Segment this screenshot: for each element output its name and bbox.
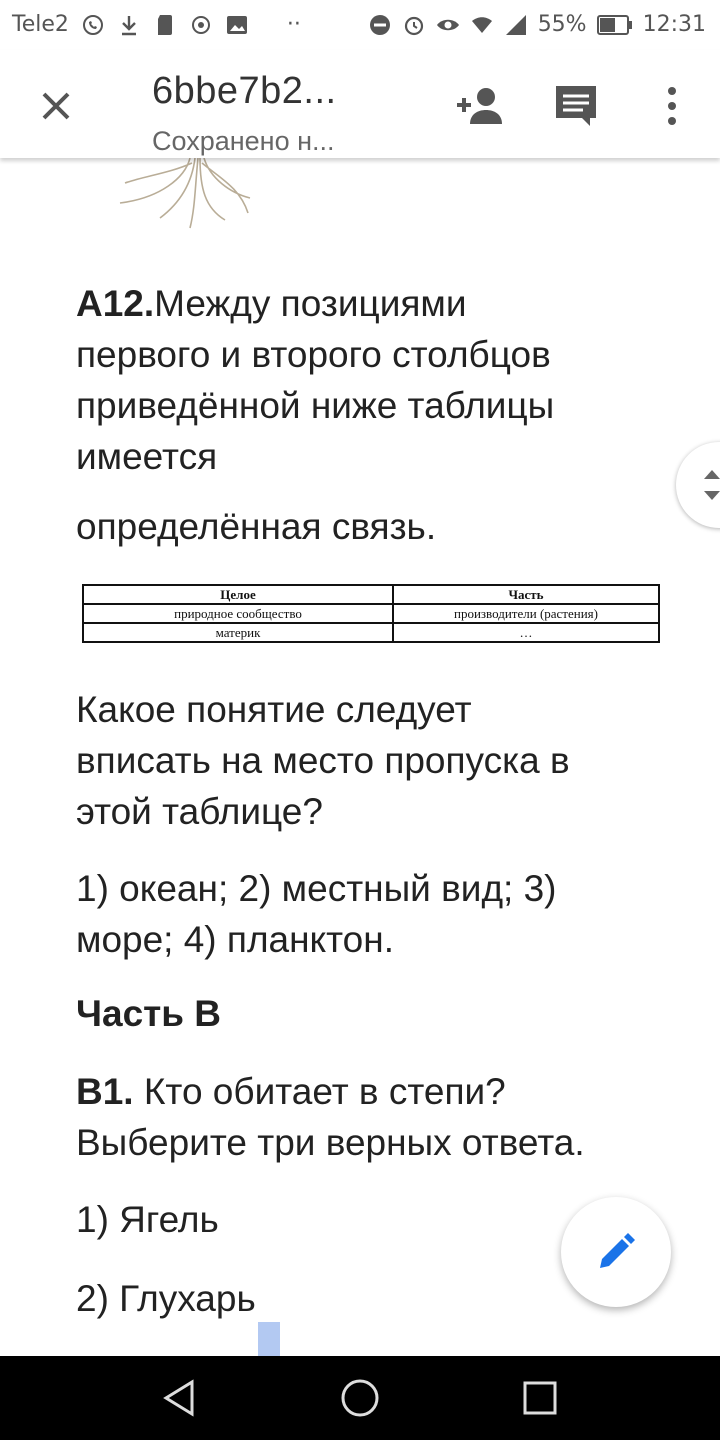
answer-options-line-1: 1) океан; 2) местный вид; 3) <box>76 868 557 909</box>
answer-options <box>76 863 666 965</box>
carrier-label: Tele2 <box>12 12 69 37</box>
whatsapp-icon <box>81 13 105 37</box>
answer-options-line-2: море; 4) планктон. <box>76 919 394 960</box>
question-a12-line-2: первого и второго столбцов <box>76 334 551 375</box>
wifi-icon <box>470 13 494 37</box>
document-title: 6bbe7b2... <box>152 70 337 112</box>
comment-icon <box>554 84 598 128</box>
question-a12-line-5: определённая связь. <box>76 506 437 547</box>
status-bar <box>0 0 720 50</box>
image-icon <box>225 13 249 37</box>
table-cell: … <box>393 623 659 642</box>
plant-roots-image <box>100 158 310 238</box>
edit-fab-button[interactable] <box>561 1197 671 1307</box>
question-b1-label: В1. <box>76 1071 134 1112</box>
question-prompt <box>76 684 666 837</box>
close-icon <box>30 80 82 132</box>
question-prompt-line-2: вписать на место пропуска в <box>76 740 570 781</box>
system-nav-bar <box>0 1356 720 1440</box>
home-circle-icon <box>336 1374 384 1422</box>
status-left <box>12 12 301 37</box>
answer-item: 2) Глухарь <box>76 1278 256 1319</box>
scroll-arrows-icon <box>698 442 720 528</box>
recents-button[interactable] <box>516 1374 564 1422</box>
part-b-heading: Часть В <box>76 993 222 1034</box>
battery-icon <box>597 15 633 35</box>
signal-icon <box>504 13 528 37</box>
question-prompt-line-1: Какое понятие следует <box>76 689 472 730</box>
question-a12-line-3: приведённой ниже таблицы <box>76 385 555 426</box>
whole-part-table <box>82 584 660 643</box>
answer-item: 1) Ягель <box>76 1199 219 1240</box>
table-header-row <box>83 585 659 604</box>
app-bar <box>0 50 720 158</box>
sd-card-icon <box>153 13 177 37</box>
question-b1-line-2: Выберите три верных ответа. <box>76 1122 585 1163</box>
clock: 12:31 <box>642 12 706 37</box>
more-notifications-icon: ·· <box>286 12 301 37</box>
question-prompt-line-3: этой таблице? <box>76 791 323 832</box>
home-button[interactable] <box>336 1374 384 1422</box>
question-a12-label: A12. <box>76 283 155 324</box>
save-status: Сохранено н... <box>152 126 335 156</box>
status-right <box>368 12 706 37</box>
question-b1-line-1: Кто обитает в степи? <box>133 1071 506 1112</box>
question-a12-line-1: Между позициями <box>154 283 467 324</box>
table-row <box>83 604 659 623</box>
share-button[interactable] <box>452 78 508 134</box>
download-icon <box>117 13 141 37</box>
question-a12-line-4: имеется <box>76 436 218 477</box>
table-header-cell: Целое <box>83 585 393 604</box>
document-viewer[interactable] <box>0 158 720 1356</box>
alarm-icon <box>402 13 426 37</box>
battery-percent: 55% <box>537 12 587 37</box>
more-vert-icon <box>666 86 678 126</box>
text-cursor-handle[interactable] <box>258 1322 280 1356</box>
dnd-icon <box>368 13 392 37</box>
back-triangle-icon <box>156 1374 204 1422</box>
more-options-button[interactable] <box>644 78 700 134</box>
table-row <box>83 623 659 642</box>
question-b1 <box>76 1066 666 1168</box>
hotspot-icon <box>189 13 213 37</box>
comments-button[interactable] <box>548 78 604 134</box>
add-person-icon <box>454 86 506 126</box>
close-button[interactable] <box>30 80 82 132</box>
table-cell: материк <box>83 623 393 642</box>
table-cell: природное сообщество <box>83 604 393 623</box>
recents-square-icon <box>516 1374 564 1422</box>
back-button[interactable] <box>156 1374 204 1422</box>
eye-icon <box>436 13 460 37</box>
table-cell: производители (растения) <box>393 604 659 623</box>
pencil-icon <box>594 1230 638 1274</box>
question-a12 <box>76 278 666 482</box>
table-header-cell: Часть <box>393 585 659 604</box>
